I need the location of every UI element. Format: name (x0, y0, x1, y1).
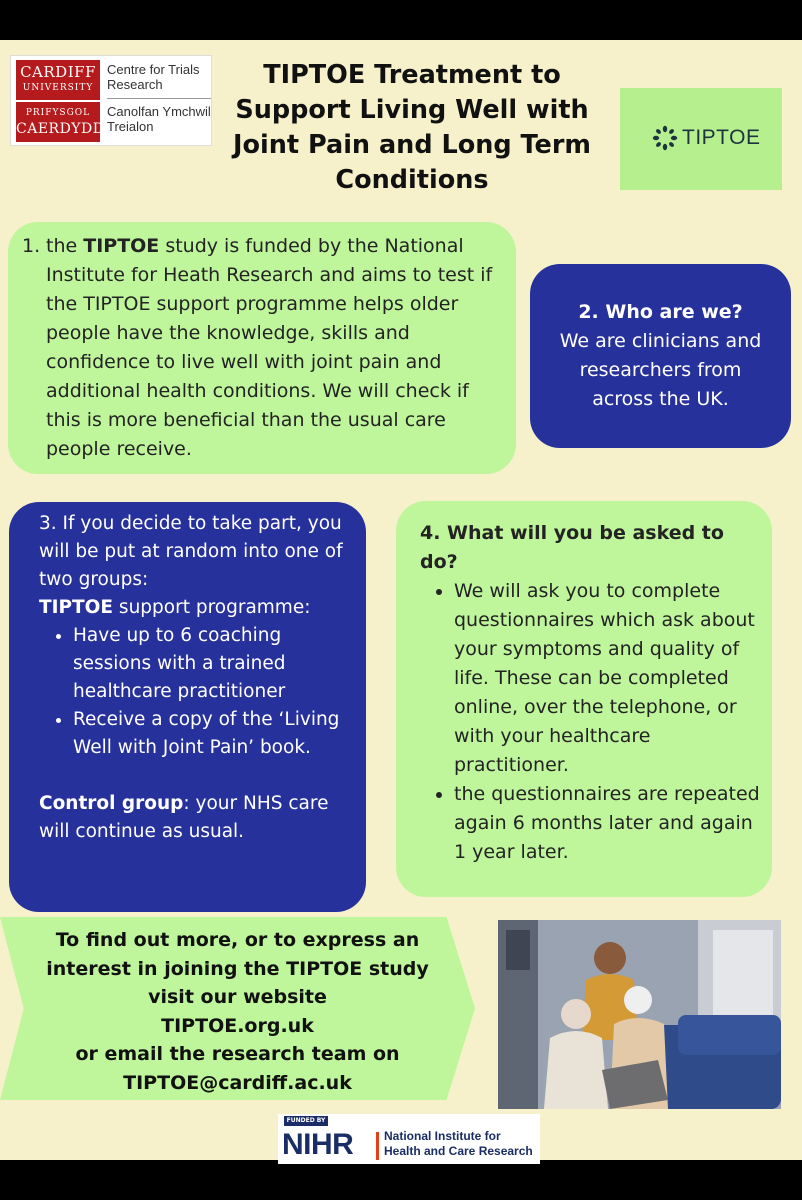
nihr-name (384, 1129, 533, 1159)
section-3-control-rest: : your NHS care will continue as usual. (39, 793, 329, 842)
section-4-what-asked (396, 501, 772, 897)
cardiff-line1: CARDIFF (20, 63, 96, 81)
nihr-name-line2: Health and Care Research (384, 1144, 533, 1158)
section-1-lead: the (46, 235, 84, 257)
list-item: • Receive a copy of the ‘Living Well with Joint Pain’ book. (73, 706, 352, 762)
list-item: • the questionnaires are repeated again 6 months later and again 1 year later. (454, 780, 760, 867)
section-2-text: We are clinicians and researchers from across the UK. (559, 330, 762, 410)
cardiff-university-logo (10, 55, 212, 146)
funded-by-label: FUNDED BY (284, 1116, 328, 1126)
section-1-text (46, 232, 500, 464)
section-4-bullet-list (420, 577, 760, 867)
photo-illustration (498, 920, 781, 1109)
cardiff-line3: PRIFYSGOL (25, 108, 91, 118)
cardiff-line4: CAERDYDD (16, 121, 105, 137)
cardiff-shield (16, 60, 105, 142)
section-1-number: 1. (22, 235, 41, 257)
contact-text (0, 926, 475, 1098)
tiptoe-wordmark: TIPTOE (682, 126, 761, 149)
section-1-study-info (8, 222, 516, 474)
contact-line1: To find out more, or to express an interest in joining the TIPTOE study visit our website (46, 929, 429, 1009)
nihr-acronym: NIHR (282, 1128, 354, 1161)
website-link[interactable]: TIPTOE.org.uk (161, 1014, 314, 1037)
cardiff-line2: UNIVERSITY (22, 83, 94, 93)
email-link[interactable]: TIPTOE@cardiff.ac.uk (123, 1071, 352, 1094)
contact-line2: or email the research team on (75, 1043, 400, 1066)
tiptoe-logo (620, 88, 782, 190)
section-4-heading: 4. What will you be asked to do? (420, 522, 724, 573)
section-3-bullet-list (39, 622, 352, 762)
centre-name-welsh: Canolfan Ymchwil Treialon (107, 104, 211, 134)
section-2-heading: 2. Who are we? (578, 301, 743, 323)
section-1-bold: TIPTOE (83, 235, 160, 257)
tiptoe-star-icon (652, 125, 678, 151)
list-item: • We will ask you to complete questionnaires which ask about your symptoms and quality of life. These can be completed online, over the telephone, or with your healthcare practitioner. (454, 577, 760, 780)
section-3-group1-rest: support programme: (113, 597, 311, 618)
page-title: TIPTOE Treatment to Support Living Well with Joint Pain and Long Term Conditions (233, 60, 591, 195)
section-2-who-are-we (530, 264, 791, 448)
section-1-body: study is funded by the National Institute for Heath Research and aims to test if the TIPTOE support programme helps older people have the knowledge, skills and confidence to live well with joint pain and additional health conditions. We will check if this is more beneficial than the usual care people receive. (46, 235, 493, 460)
section-3-taking-part (9, 502, 366, 912)
photo-people-laptop (498, 920, 781, 1109)
nihr-divider (376, 1132, 379, 1160)
section-3-group1-bold: TIPTOE (39, 597, 114, 618)
centre-name-english: Centre for Trials Research (107, 62, 200, 92)
section-3-control (39, 790, 352, 846)
list-item: • Have up to 6 coaching sessions with a trained healthcare practitioner (73, 622, 352, 706)
nihr-name-line1: National Institute for (384, 1129, 501, 1143)
logo-divider (107, 98, 211, 99)
section-3-group1 (39, 594, 352, 622)
section-3-control-bold: Control group (39, 793, 184, 814)
nihr-logo (278, 1114, 540, 1164)
spacer (39, 762, 352, 790)
section-3-intro: 3. If you decide to take part, you will be put at random into one of two groups: (39, 513, 343, 590)
